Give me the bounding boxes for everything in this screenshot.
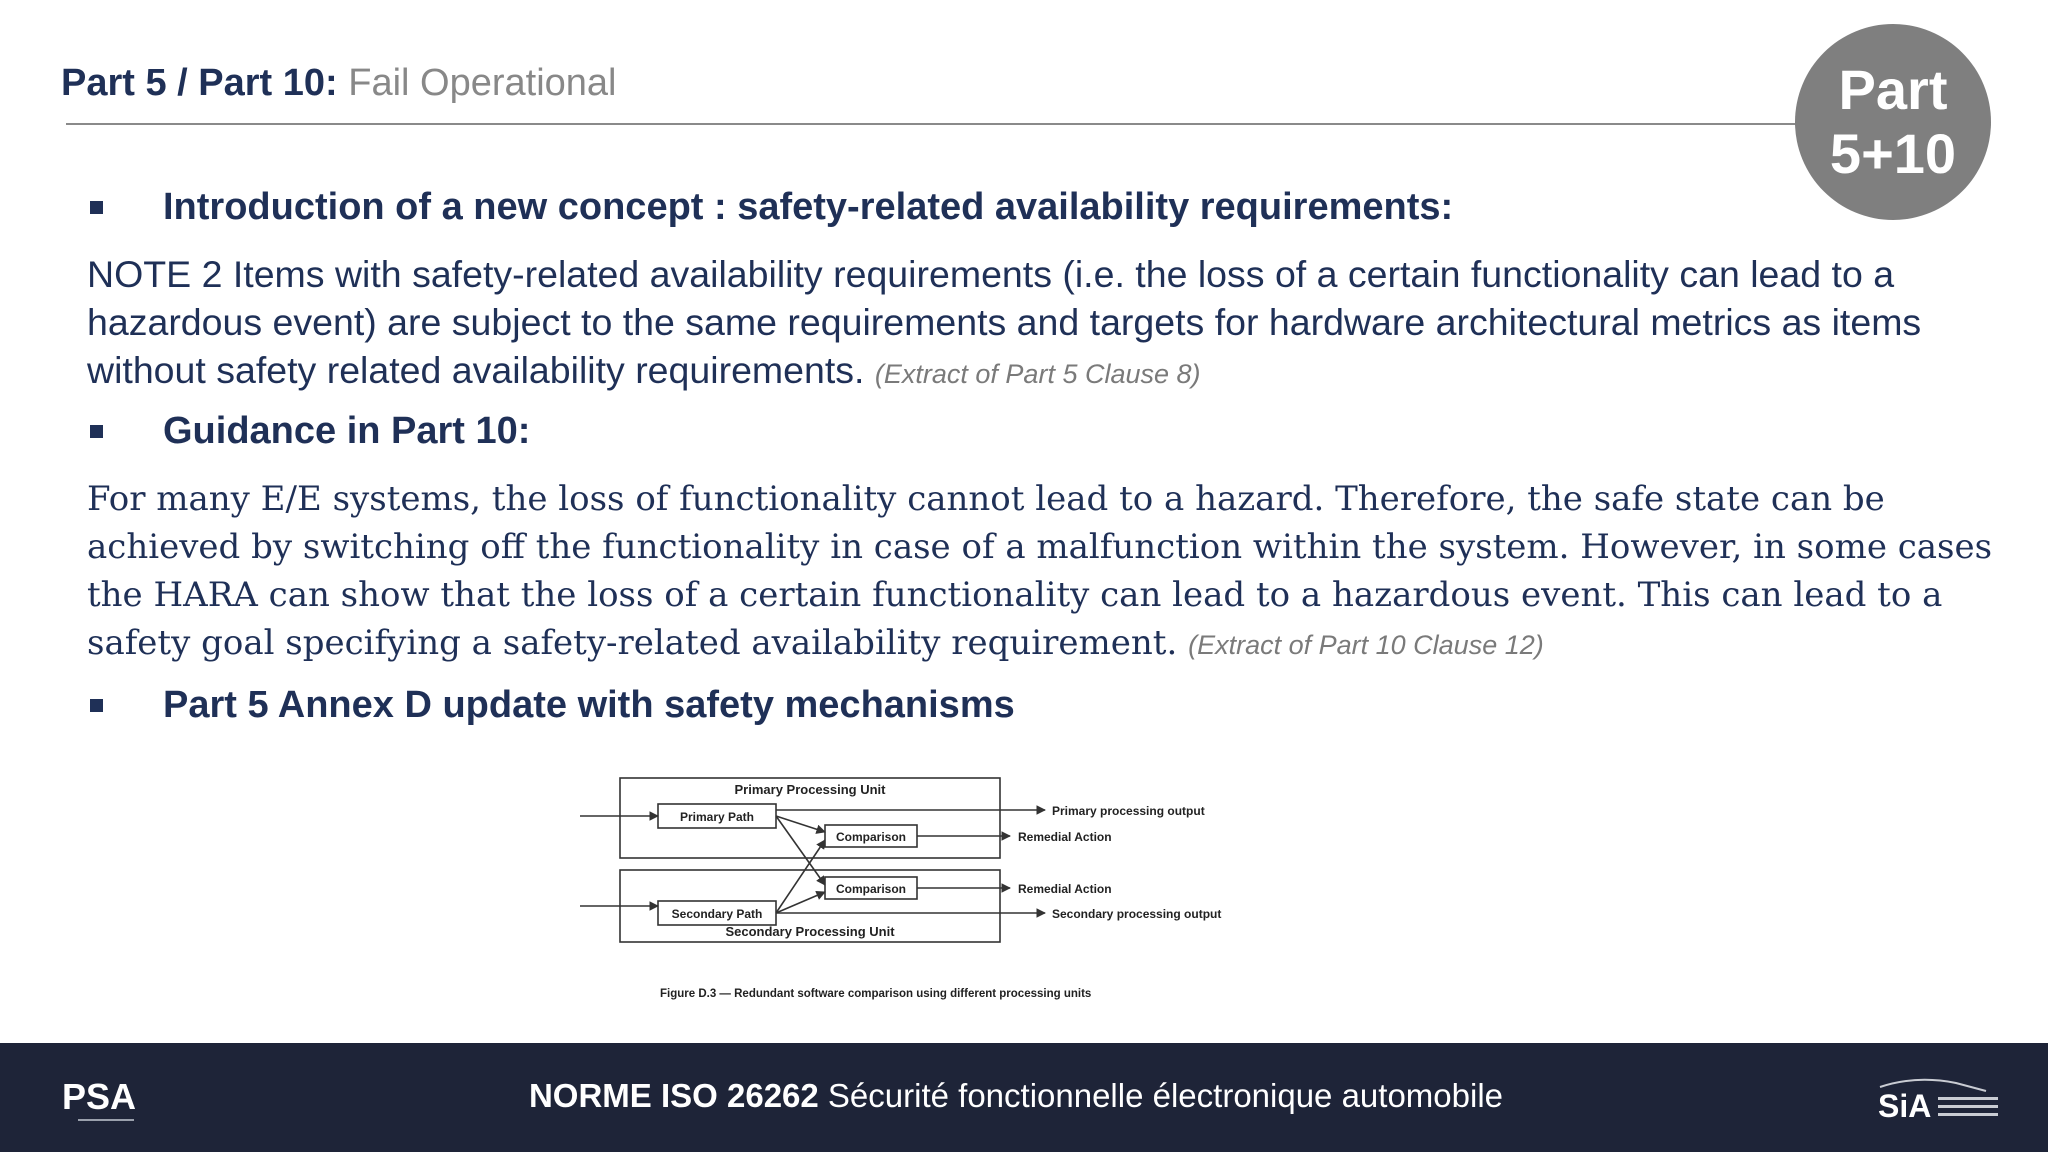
bullet-item	[90, 186, 1453, 229]
bullet-square-icon	[90, 201, 103, 214]
remedial-label-1: Remedial Action	[1018, 830, 1112, 844]
bullet-text: Part 5 Annex D update with safety mechanisms	[163, 684, 1015, 726]
note-paragraph	[87, 250, 2007, 398]
bullet-square-icon	[90, 425, 103, 438]
primary-unit-label: Primary Processing Unit	[734, 782, 886, 797]
bullet-item	[90, 684, 1015, 727]
sia-logo	[1876, 1073, 2016, 1125]
part-badge-line1: Part	[1838, 58, 1948, 121]
note-source: (Extract of Part 5 Clause 8)	[874, 359, 1201, 389]
bullet-item	[90, 410, 530, 453]
bullet-text: Introduction of a new concept : safety-related availability requirements:	[163, 186, 1454, 228]
secondary-unit-label: Secondary Processing Unit	[725, 924, 895, 939]
slide-title-bold: Part 5 / Part 10:	[61, 62, 338, 104]
guidance-text: For many E/E systems, the loss of functionality cannot lead to a hazard. Therefore, the safe state can be achieved by switching off the functionality in case of a malfunction within the system. However, in some cases the HARA can show that the loss of a certain functionality can lead to a hazardous event. This can lead to a safety goal specifying a safety-related availability requirement.	[87, 479, 1993, 663]
primary-path-label: Primary Path	[679, 810, 755, 824]
comparison-label-1: Comparison	[835, 830, 907, 844]
redundant-comparison-diagram	[570, 760, 1270, 1010]
header-divider	[66, 123, 1806, 125]
footer-title-bold: NORME ISO 26262	[528, 1077, 819, 1114]
note-text: NOTE 2 Items with safety-related availability requirements (i.e. the loss of a certain functionality can lead to a hazardous event) are subject to the same requirements and targets for hardware architectural metrics as items without safety related availability requirements.	[87, 253, 1922, 391]
bullet-text: Guidance in Part 10:	[163, 410, 531, 452]
secondary-path-label: Secondary Path	[671, 907, 763, 921]
part-badge-line2: 5+10	[1829, 122, 1957, 185]
footer-title	[0, 1077, 2032, 1115]
part-badge	[1795, 24, 1991, 220]
guidance-paragraph	[87, 475, 2007, 669]
comparison-label-2: Comparison	[835, 882, 907, 896]
cross-arrow	[776, 816, 825, 832]
remedial-label-2: Remedial Action	[1018, 882, 1112, 896]
secondary-output-label: Secondary processing output	[1052, 907, 1222, 921]
slide-title-light: Fail Operational	[348, 62, 617, 104]
slide-title	[61, 62, 617, 105]
primary-output-label: Primary processing output	[1052, 804, 1205, 818]
bullet-square-icon	[90, 699, 103, 712]
footer-title-rest: Sécurité fonctionnelle électronique automobile	[827, 1077, 1504, 1114]
figure-caption: Figure D.3 — Redundant software comparison using different processing units	[660, 988, 1092, 1000]
psa-logo-text: PSA	[62, 1077, 137, 1117]
guidance-source: (Extract of Part 10 Clause 12)	[1188, 630, 1544, 660]
sia-logo-text: SiA	[1878, 1088, 1932, 1124]
footer-bar	[0, 1043, 2048, 1152]
